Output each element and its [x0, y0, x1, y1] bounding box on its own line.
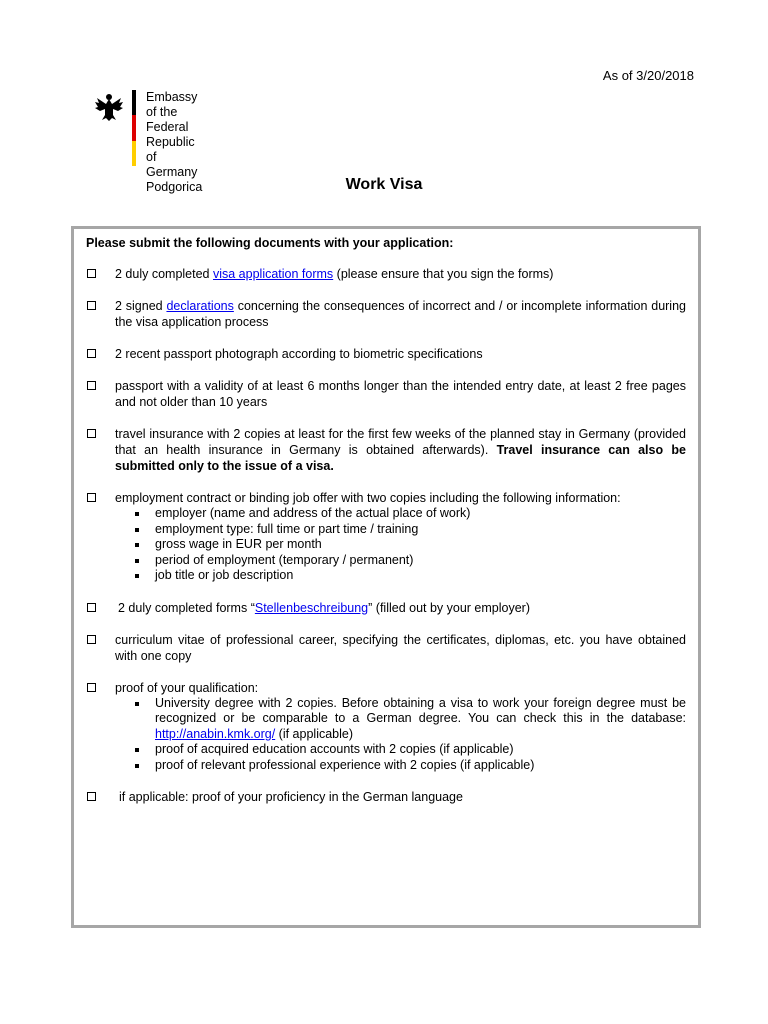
bullet-icon	[135, 512, 139, 516]
checkbox-icon[interactable]	[87, 792, 96, 801]
checkbox-icon[interactable]	[87, 493, 96, 502]
checkbox-icon[interactable]	[87, 603, 96, 612]
sub-list-item: employment type: full time or part time / training	[115, 522, 686, 538]
bullet-icon	[135, 528, 139, 532]
list-item: 2 duly completed forms “Stellenbeschreibung” (filled out by your employer)	[86, 600, 686, 616]
checkbox-icon[interactable]	[87, 381, 96, 390]
checkbox-icon[interactable]	[87, 683, 96, 692]
list-item: proof of your qualification: University degree with 2 copies. Before obtaining a visa to work your foreign degree must be recognized or be comparable to a German degree. You can check this in the database: http://anabin.kmk.org/ (if applicable) proof of acquired education accounts with 2 copies (if applicable) proof of relevant professional experience with 2 copies (if applicable)	[86, 680, 686, 774]
embassy-name: Embassy of the Federal Republic of Germany Podgorica	[146, 90, 203, 194]
page-title: Work Visa	[345, 176, 423, 193]
checklist-intro: Please submit the following documents with your application:	[86, 236, 454, 250]
list-item: if applicable: proof of your proficiency in the German language	[86, 789, 686, 805]
list-item: passport with a validity of at least 6 months longer than the intended entry date, at least 2 free pages and not older than 10 years	[86, 378, 686, 410]
list-item: curriculum vitae of professional career, specifying the certificates, diplomas, etc. you have obtained with one copy	[86, 632, 686, 664]
sub-list-item: job title or job description	[115, 568, 686, 584]
sub-list	[115, 506, 686, 584]
visa-application-forms-link[interactable]: visa application forms	[212, 267, 334, 281]
sub-list-item: employer (name and address of the actual place of work)	[115, 506, 686, 522]
list-item: 2 recent passport photograph according to biometric specifications	[86, 346, 686, 362]
checkbox-icon[interactable]	[87, 349, 96, 358]
sub-list	[115, 696, 686, 774]
sub-list-item: University degree with 2 copies. Before obtaining a visa to work your foreign degree must be recognized or be comparable to a German degree. You can check this in the database: http://anabin.kmk.org/ (if applicable)	[115, 696, 686, 743]
german-flag-stripe	[132, 90, 136, 166]
list-item: travel insurance with 2 copies at least for the first few weeks of the planned stay in Germany (provided that an health insurance in Germany is obtained afterwards). Travel insurance can also be submitted only to the issue of a visa.	[86, 426, 686, 474]
stellenbeschreibung-link[interactable]: Stellenbeschreibung	[254, 600, 369, 615]
checkbox-icon[interactable]	[87, 269, 96, 278]
sub-list-item: period of employment (temporary / permanent)	[115, 553, 686, 569]
bullet-icon	[135, 543, 139, 547]
federal-eagle-icon	[94, 92, 124, 122]
declarations-link[interactable]: declarations	[166, 299, 234, 313]
bullet-icon	[135, 574, 139, 578]
sub-list-item: proof of acquired education accounts with 2 copies (if applicable)	[115, 742, 686, 758]
document-checklist	[71, 226, 701, 928]
checkbox-icon[interactable]	[87, 635, 96, 644]
bullet-icon	[135, 748, 139, 752]
bullet-icon	[135, 559, 139, 563]
checkbox-icon[interactable]	[87, 301, 96, 310]
checkbox-icon[interactable]	[87, 429, 96, 438]
sub-list-item: gross wage in EUR per month	[115, 537, 686, 553]
sub-list-item: proof of relevant professional experience with 2 copies (if applicable)	[115, 758, 686, 774]
bullet-icon	[135, 764, 139, 768]
bullet-icon	[135, 702, 139, 706]
anabin-link[interactable]: http://anabin.kmk.org/	[155, 726, 276, 741]
list-item: employment contract or binding job offer with two copies including the following information: employer (name and address of the actual place of work) employment type: full time or part time / training gross wage in EUR per month period of employment (temporary / permanent) job title or job description	[86, 490, 686, 584]
list-item: 2 duly completed visa application forms (please ensure that you sign the forms)	[86, 266, 686, 282]
list-item: 2 signed declarations concerning the consequences of incorrect and / or incomplete information during the visa application process	[86, 298, 686, 330]
document-date: As of 3/20/2018	[602, 68, 694, 83]
